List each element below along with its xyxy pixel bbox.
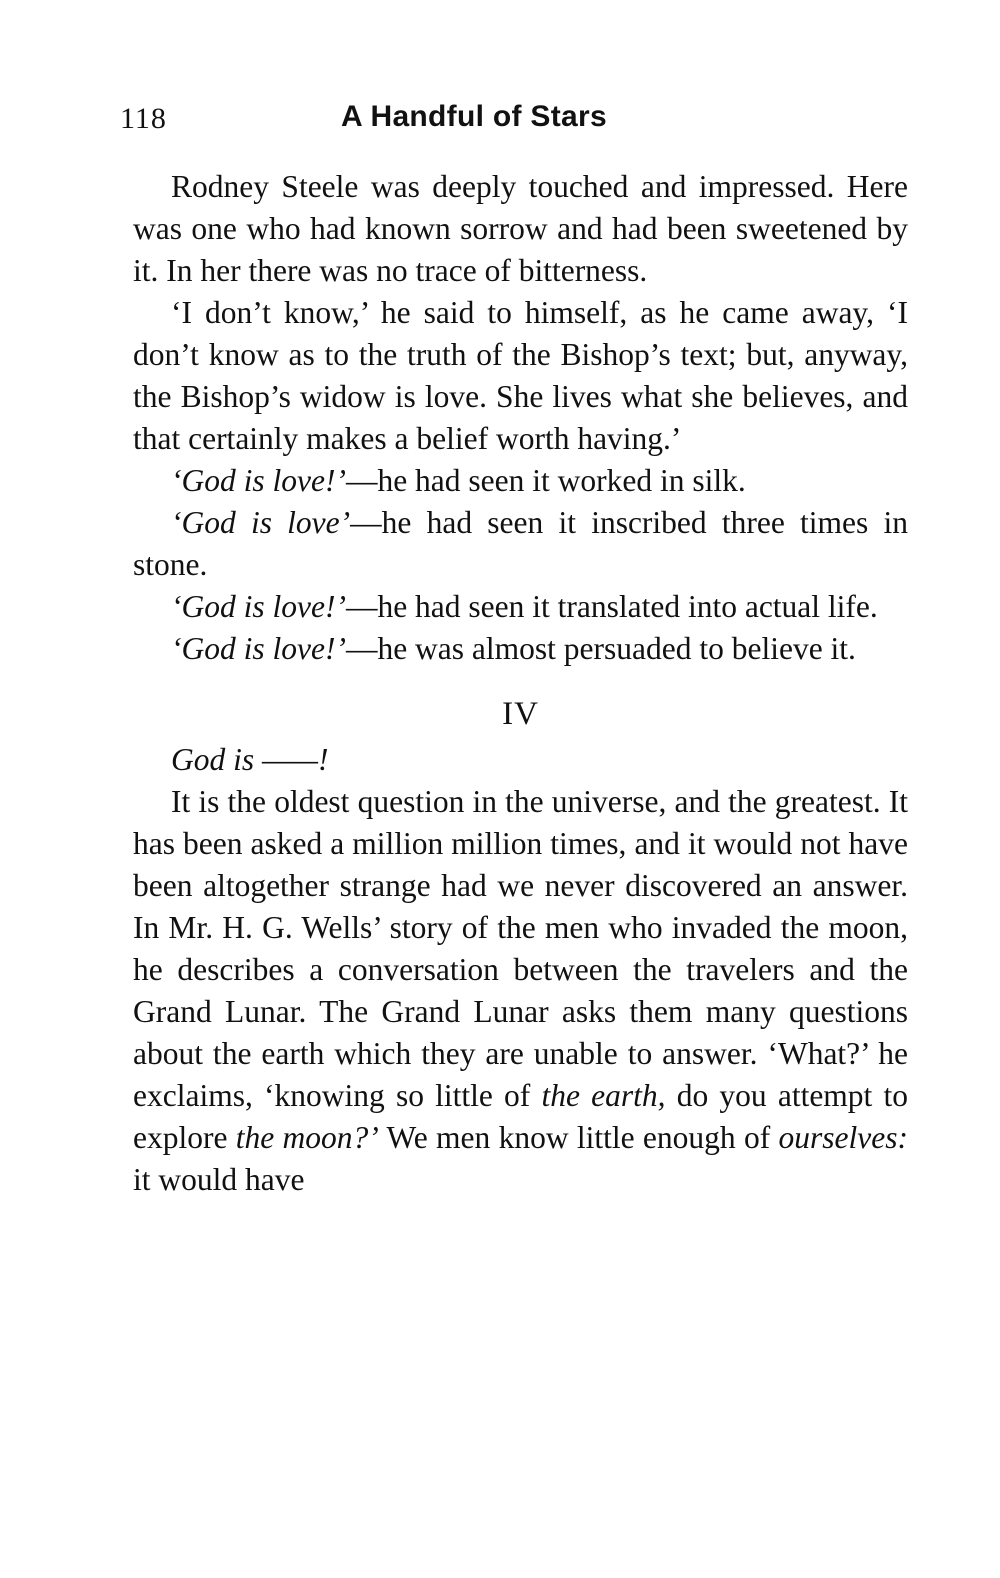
italic-phrase: ourselves: xyxy=(778,1120,908,1155)
italic-quote: ‘God is love!’ xyxy=(171,463,346,498)
paragraph xyxy=(133,586,908,628)
running-title: A Handful of Stars xyxy=(341,100,607,133)
book-page xyxy=(120,100,908,1201)
paragraph xyxy=(133,460,908,502)
italic-phrase: the earth, xyxy=(541,1078,666,1113)
paragraph-text: ‘I don’t know,’ he said to himself, as he came away, ‘I don’t know as to the truth of the Bishop’s text; but, anyway, the Bishop’s widow is love. She lives what she believes, and that certainly makes a belief worth having.’ xyxy=(133,295,908,456)
paragraph xyxy=(133,166,908,292)
italic-phrase: the moon?’ xyxy=(235,1120,379,1155)
paragraph-text: —he had seen it worked in silk. xyxy=(345,463,746,498)
page-number: 118 xyxy=(120,102,167,135)
italic-quote: ‘God is love!’ xyxy=(171,631,346,666)
paragraph-text: We men know little enough of xyxy=(378,1120,779,1155)
page-header xyxy=(120,100,908,146)
paragraph xyxy=(133,292,908,460)
section-epigraph: God is ——! xyxy=(171,742,329,777)
italic-quote: ‘God is love!’ xyxy=(171,589,346,624)
paragraph-text: Rodney Steele was deeply touched and impressed. Here was one who had known sorrow and had been sweetened by it. In her there was no trace of bitterness. xyxy=(133,169,908,288)
paragraph-text: —he was almost persuaded to believe it. xyxy=(345,631,856,666)
paragraph xyxy=(133,502,908,586)
paragraph-text: It is the oldest question in the universe, and the greatest. It has been asked a million million times, and it would not have been altogether strange had we never discovered an answer. In Mr. H. G. Wells’ story of the men who invaded the moon, he describes a conversation between the travelers and the Grand Lunar. The Grand Lunar asks them many questions about the earth which they are unable to answer. ‘What?’ he exclaims, ‘knowing so little of xyxy=(133,784,908,1113)
paragraph-text: —he had seen it translated into actual life. xyxy=(345,589,878,624)
paragraph-text: it would have xyxy=(133,1162,305,1197)
paragraph-text: —he had seen it inscribed three times in stone. xyxy=(133,505,908,582)
section-heading: IV xyxy=(502,696,539,732)
paragraph-text: do you attempt to explore xyxy=(133,1078,908,1155)
paragraph xyxy=(133,781,908,1201)
italic-quote: ‘God is love’ xyxy=(171,505,351,540)
paragraph xyxy=(133,628,908,670)
